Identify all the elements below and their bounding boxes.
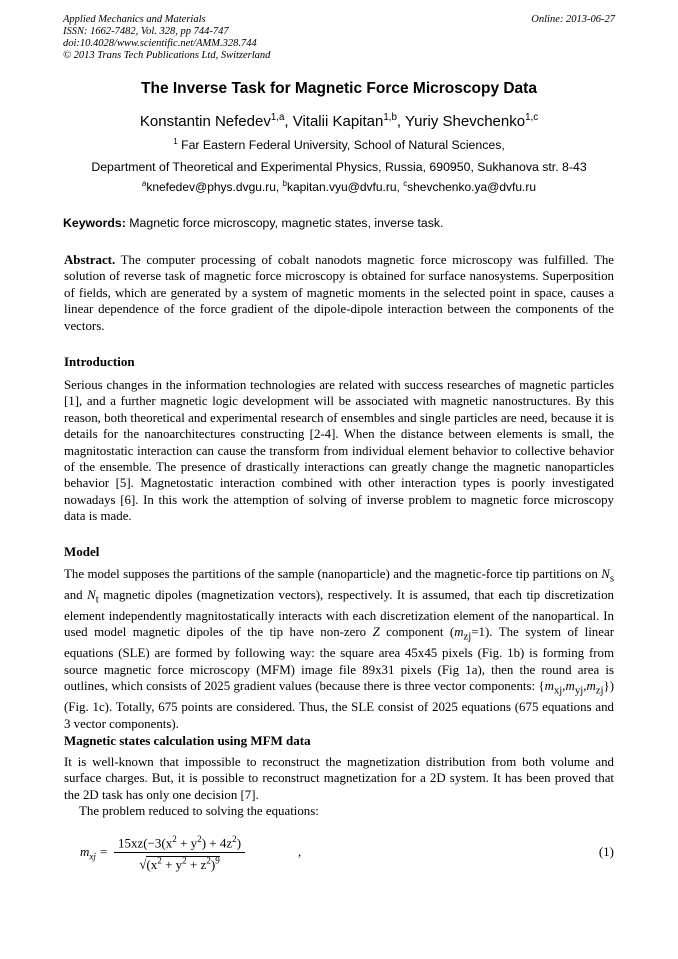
abstract — [64, 252, 614, 334]
section-heading-introduction: Introduction — [64, 354, 135, 369]
keywords — [63, 216, 623, 230]
affiliation-line-2: Department of Theoretical and Experimental Physics, Russia, 690950, Sukhanova str. 8-43 — [91, 160, 587, 174]
equation-fraction — [114, 834, 245, 873]
states-paragraph-2: The problem reduced to solving the equations: — [79, 804, 319, 819]
section-heading-model: Model — [64, 544, 100, 559]
equation-denominator: $√(x^2 + y^2 + z^2)^9$ — [139, 855, 220, 872]
issn: ISSN: 1662-7482, Vol. 328, pp 744-747 — [63, 26, 229, 37]
email: kapitan.vyu@dvfu.ru — [286, 180, 397, 194]
author-sup: 1,b — [383, 112, 397, 123]
journal-name: Applied Mechanics and Materials — [63, 14, 206, 25]
author-name: Konstantin Nefedev — [139, 113, 271, 130]
equation-numerator: $15xz(-3(x^2 + y^2) + 4z^2)$ — [114, 834, 245, 853]
email-sup: b — [282, 179, 287, 188]
author-name: Yuriy Shevchenko — [405, 113, 526, 130]
abstract-label: Abstract. — [64, 253, 116, 267]
copyright: © 2013 Trans Tech Publications Ltd, Switzerland — [63, 50, 271, 61]
email: knefedev@phys.dvgu.ru — [146, 180, 276, 194]
states-text — [64, 754, 614, 820]
affiliation-text: Far Eastern Federal University, School of Natural Sciences, — [181, 138, 505, 153]
keywords-label: Keywords: — [63, 216, 126, 230]
model-text: The model supposes the partitions of the sample (nanoparticle) and the magnetic-force tip partitions on $N_s$ and $N_t$ magnetic dipoles (magnetization vectors), respectively. It is assumed, that each tip discretization element independently magnitostatically interacts with each discretization element of the nanopartical. In used model magnetic dipoles of the tip have non-zero Z component $(m_{zj}=1)$. The system of linear equations (SLE) are formed by following way: the square area 45x45 pixels (Fig. 1b) is forming from source magnetic force microscopy (MFM) image file 89x31 pixels (Fig 1a), then the round area is outlines, which consists of 2025 gradient values (because there is three vector components: $\{m_{xj},m_{yj},m_{zj}\}$) (Fig. 1c). Totally, 675 points are considered. Thus, the SLE consist of 2025 equations (675 equations and 3 vector components). — [64, 567, 614, 731]
journal-header — [63, 14, 615, 62]
equation-comma: , — [298, 844, 302, 859]
email-list: $^a$knefedev@phys.dvgu.ru, $^b$kapitan.vyu@dvfu.ru, $^c$shevchenko.ya@dvfu.ru — [141, 179, 537, 194]
author-sup: 1,a — [270, 112, 285, 123]
email-sup: c — [403, 179, 408, 188]
section-heading-states: Magnetic states calculation using MFM data — [64, 733, 311, 748]
abstract-text: The computer processing of cobalt nanodots magnetic force microscopy was fulfilled. The solution of reverse task of magnetic force microscopy is obtained for surface nanosystems. Superposition of fields, which are generated by a system of magnetic moments in the selected point in space, causes a linear dependence of the force gradient of the dipole-dipole interaction between the components of the vectors. — [64, 253, 614, 333]
online-date: Online: 2013-06-27 — [531, 14, 615, 25]
author-name: Vitalii Kapitan — [292, 113, 384, 130]
equation-number: (1) — [598, 844, 614, 859]
doi: doi:10.4028/www.scientific.net/AMM.328.744 — [63, 38, 257, 49]
paper-title: The Inverse Task for Magnetic Force Microscopy Data — [141, 80, 537, 97]
keywords-text: Magnetic force microscopy, magnetic states, inverse task. — [129, 216, 444, 230]
author-list: Konstantin Nefedev$^{1,a}$, Vitalii Kapitan$^{1,b}$, Yuriy Shevchenko$^{1,c}$ — [139, 112, 539, 130]
affiliation-sup: 1 — [173, 137, 178, 146]
equation-lhs: $m_{xj}$ = — [80, 844, 108, 862]
affiliation-line-1 — [0, 137, 678, 152]
author-sup: 1,c — [525, 112, 539, 123]
email-sup: a — [141, 179, 147, 188]
introduction-text: Serious changes in the information technologies are related with success researches of magnetic particles [1], and a further magnetic logic development will be associated with magnetic nanostructures. By this reason, both theoretical and experimental research of ensembles and single particles are need, because it is details for the nanoarchitectures constructing [2-4]. When the distance between elements is small, the magnitostatic interaction can cause the transform from individual element behavior to collective behavior of the ensemble. The presence of drastically interactions can greatly change the magnetic nanoparticles behavior [5]. Magnetostatic interaction combined with other interaction types is poorly investigated nowadays [6]. In this work the attemption of solving of inverse problem to magnetic force microscopy data is made. — [64, 378, 614, 524]
states-paragraph-1: It is well-known that impossible to reconstruct the magnetization distribution from both volume and surface charges. But, it is possible to reconstruct magnetization for a 2D system. It has been proved that the 2D task has only one decision [7]. — [64, 755, 614, 802]
email: shevchenko.ya@dvfu.ru — [407, 180, 537, 194]
equation-1 — [80, 834, 614, 884]
